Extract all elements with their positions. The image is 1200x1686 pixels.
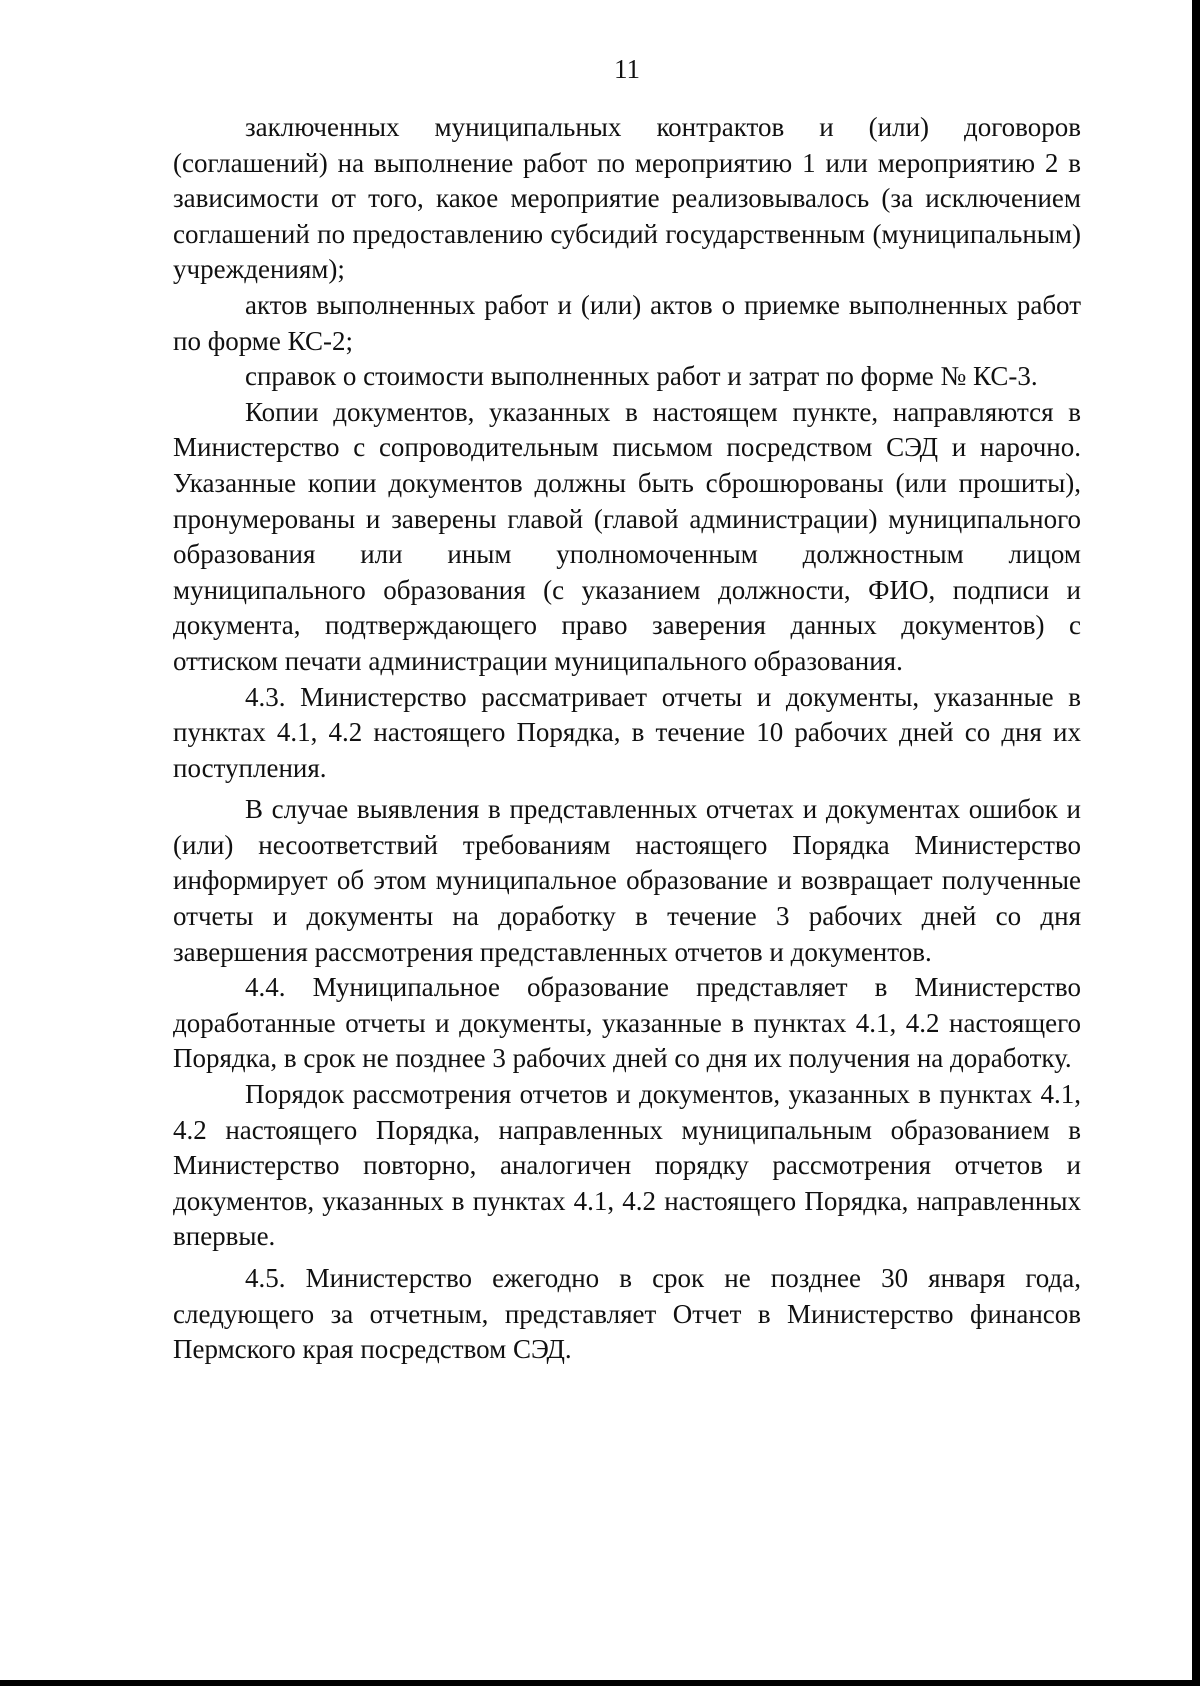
paragraph-clause-4-4: 4.4. Муниципальное образование представляет в Министерство доработанные отчеты и документы, указанные в пунктах 4.1, 4.2 настоящего Порядка, в срок не позднее 3 рабочих дней со дня их получения на доработку. <box>173 972 1081 1074</box>
paragraph-clause-4-3: 4.3. Министерство рассматривает отчеты и документы, указанные в пунктах 4.1, 4.2 настоящего Порядка, в течение 10 рабочих дней со дня их поступления. <box>173 681 1081 783</box>
scan-edge-right <box>1192 0 1200 1686</box>
scan-edge-bottom <box>0 1680 1200 1686</box>
paragraph-errors-return: В случае выявления в представленных отчетах и документах ошибок и (или) несоответствий требованиям настоящего Порядка Министерство информирует об этом муниципальное образование и возвращает полученные отчеты и документы на доработку в течение 3 рабочих дней со дня завершения рассмотрения представленных отчетов и документов. <box>173 794 1081 967</box>
page-number: 11 <box>614 54 640 84</box>
paragraph-contracts-list: заключенных муниципальных контрактов и (или) договоров (соглашений) на выполнение работ по мероприятию 1 или мероприятию 2 в зависимости от того, какое мероприятие реализовывалось (за исключением соглашений по предоставлению субсидий государственным (муниципальным) учреждениям); <box>173 112 1081 285</box>
paragraph-document-copies: Копии документов, указанных в настоящем пункте, направляются в Министерство с сопроводительным письмом посредством СЭД и нарочно. Указанные копии документов должны быть сброшюрованы (или прошиты), пронумерованы и заверены главой (главой администрации) муниципального образования или иным уполномоченным должностным лицом муниципального образования (с указанием должности, ФИО, подписи и документа, подтверждающего право заверения данных документов) с оттиском печати администрации муниципального образования. <box>173 396 1081 676</box>
paragraph-clause-4-5: 4.5. Министерство ежегодно в срок не позднее 30 января года, следующего за отчетным, представляет Отчет в Министерство финансов Пермского края посредством СЭД. <box>173 1263 1081 1365</box>
paragraph-repeat-review: Порядок рассмотрения отчетов и документов, указанных в пунктах 4.1, 4.2 настоящего Порядка, направленных муниципальным образованием в Министерство повторно, аналогичен порядку рассмотрения отчетов и документов, указанных в пунктах 4.1, 4.2 настоящего Порядка, направленных впервые. <box>173 1079 1081 1252</box>
paragraph-ks2-acts: актов выполненных работ и (или) актов о приемке выполненных работ по форме КС-2; <box>173 289 1081 356</box>
paragraph-ks3-certificates: справок о стоимости выполненных работ и затрат по форме № КС-3. <box>245 361 1038 392</box>
document-body <box>173 110 1081 1368</box>
